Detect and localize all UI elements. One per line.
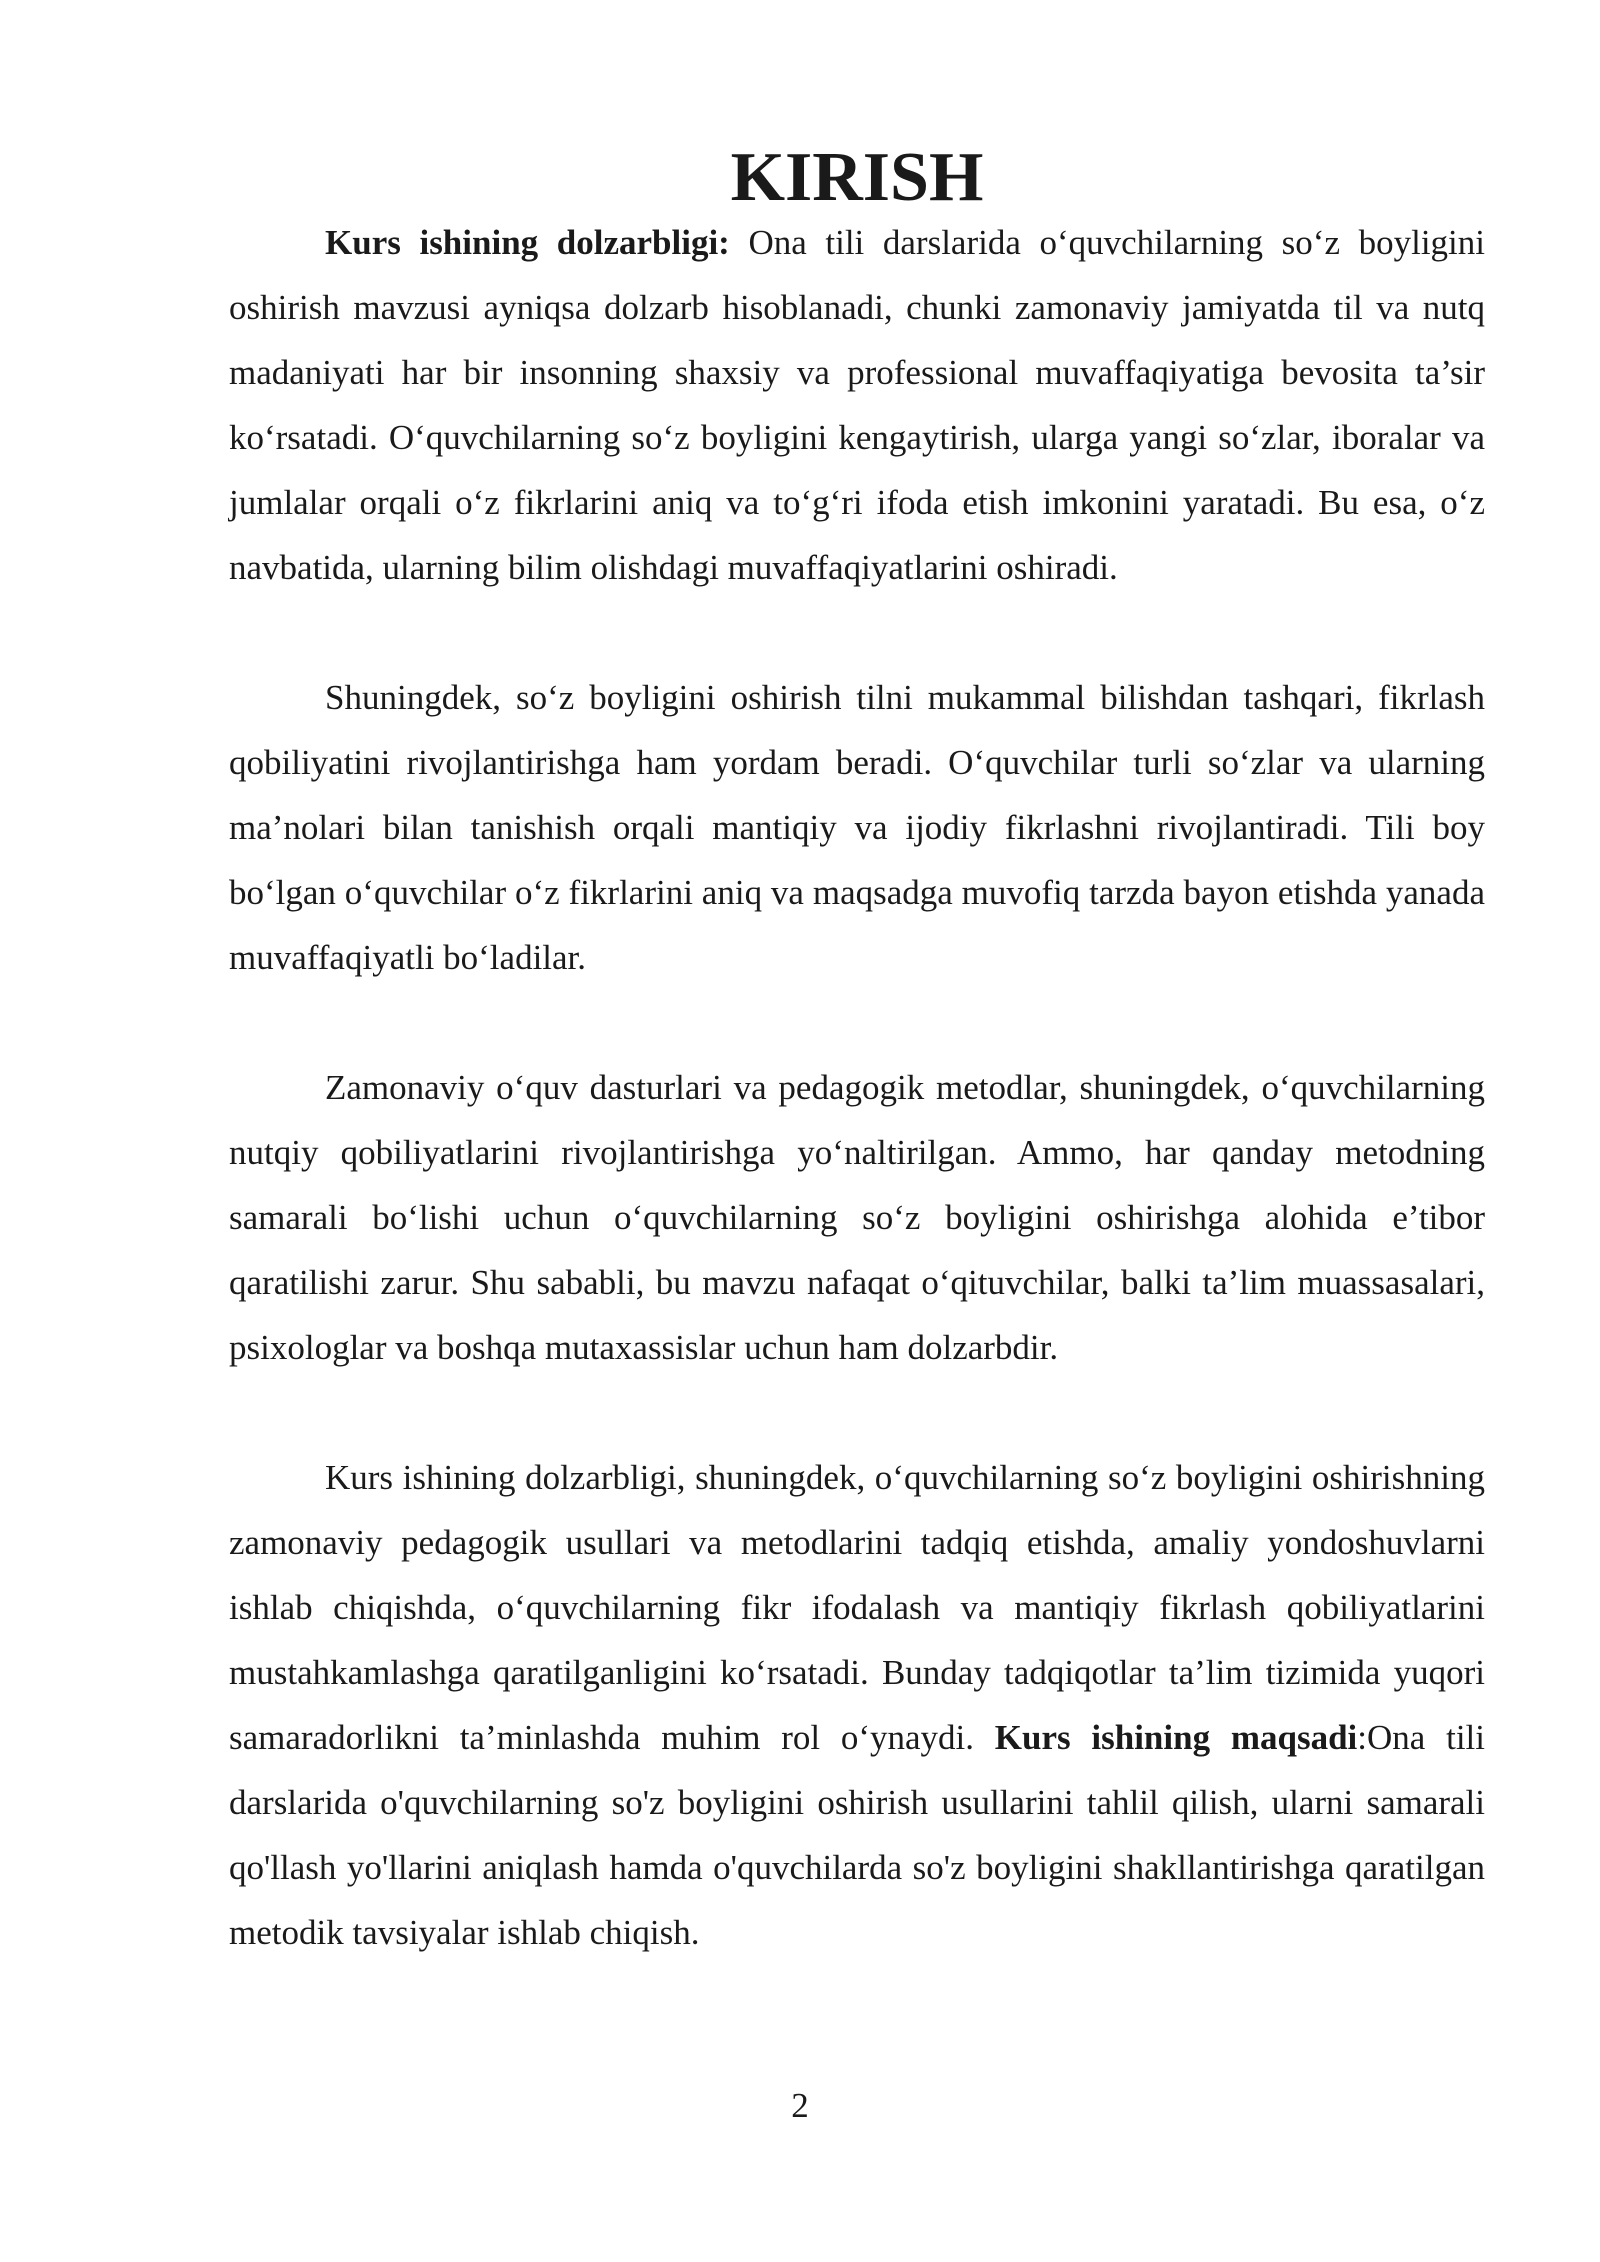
paragraph-relevance [229, 210, 1485, 600]
paragraph-methods: Zamonaviy o‘quv dasturlari va pedagogik metodlar, shuningdek, o‘quvchilarning nutqiy qobiliyatlarini rivojlantirishga yo‘naltirilgan. Ammo, har qanday metodning samarali bo‘lishi uchun o‘quvchilarning so‘z boyligini oshirishga alohida e’tibor qaratilishi zarur. Shu sababli, bu mavzu nafaqat o‘qituvchilar, balki ta’lim muassasalari, psixologlar va boshqa mutaxassislar uchun ham dolzarbdir. [229, 1068, 1485, 1367]
paragraph-lead: Kurs ishining maqsadi [994, 1718, 1358, 1757]
paragraph-text: Ona tili darslarida o‘quvchilarning so‘z boyligini oshirish mavzusi ayniqsa dolzarb hisoblanadi, chunki zamonaviy jamiyatda til va nutq madaniyati har bir insonning shaxsiy va professional muvaffaqiyatiga bevosita ta’sir ko‘rsatadi. O‘quvchilarning so‘z boyligini kengaytirish, ularga yangi so‘zlar, iboralar va jumlalar orqali o‘z fikrlarini aniq va to‘g‘ri ifoda etish imkonini yaratadi. Bu esa, o‘z navbatida, ularning bilim olishdagi muvaffaqiyatlarini oshiradi. [229, 223, 1485, 587]
paragraph-goal [229, 1445, 1485, 1965]
paragraph-spacer [229, 600, 1485, 665]
paragraph-spacer [229, 1380, 1485, 1445]
paragraph-lead: Kurs ishining dolzarbligi: [325, 223, 730, 262]
paragraph-thinking: Shuningdek, so‘z boyligini oshirish tilni mukammal bilishdan tashqari, fikrlash qobiliyatini rivojlantirishga ham yordam beradi. O‘quvchilar turli so‘zlar va ularning ma’nolari bilan tanishish orqali mantiqiy va ijodiy fikrlashni rivojlantiradi. Tili boy bo‘lgan o‘quvchilar o‘z fikrlarini aniq va maqsadga muvofiq tarzda bayon etishda yanada muvaffaqiyatli bo‘ladilar. [229, 678, 1485, 977]
document-page [229, 139, 1485, 1965]
paragraph-text: Kurs ishining dolzarbligi, shuningdek, o‘quvchilarning so‘z boyligini oshirishning zamonaviy pedagogik usullari va metodlarini tadqiq etishda, amaliy yondoshuvlarni ishlab chiqishda, o‘quvchilarning fikr ifodalash va mantiqiy fikrlash qobiliyatlarini mustahkamlashga qaratilganligini ko‘rsatadi. Bunday tadqiqotlar ta’lim tizimida yuqori samaradorlikni ta’minlashda muhim rol o‘ynaydi. [229, 1458, 1485, 1757]
section-title: KIRISH [730, 139, 984, 216]
paragraph-text: :Ona tili darslarida o'quvchilarning so'z boyligini oshirish usullarini tahlil qilish, ularni samarali qo'llash yo'llarini aniqlash hamda o'quvchilarda so'z boyligini shakllantirishga qaratilgan metodik tavsiyalar ishlab chiqish. [229, 1718, 1485, 1952]
paragraph-spacer [229, 990, 1485, 1055]
page-number: 2 [791, 2086, 809, 2125]
